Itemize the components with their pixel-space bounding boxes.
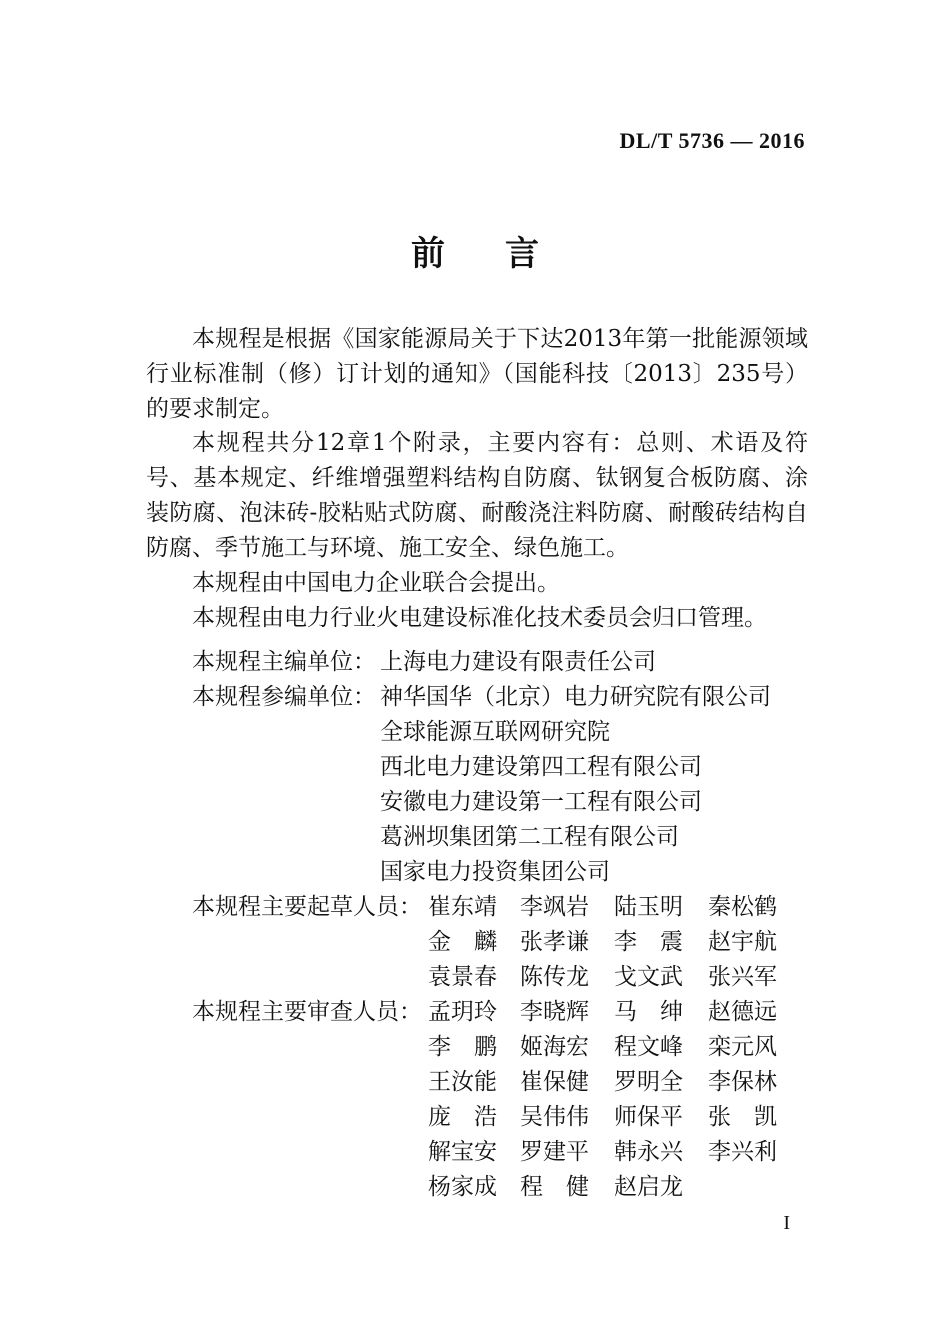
reviewer-name: 罗建平	[520, 1139, 589, 1165]
drafter-name: 秦松鹤	[708, 894, 777, 920]
reviewer-name: 王汝能	[428, 1069, 497, 1095]
reviewer-name: 张 凯	[708, 1104, 777, 1130]
paragraph-text: 本规程由电力行业火电建设标准化技术委员会归口管理。	[192, 605, 767, 631]
paragraph-text: 本规程由中国电力企业联合会提出。	[192, 570, 560, 596]
drafter-name: 戈文武	[614, 964, 683, 990]
participating-unit: 西北电力建设第四工程有限公司	[380, 754, 702, 780]
reviewer-name: 罗明全	[614, 1069, 683, 1095]
reviewer-name: 李保林	[708, 1069, 777, 1095]
reviewer-name: 孟玥玲	[428, 999, 497, 1025]
drafter-name: 赵宇航	[708, 929, 777, 955]
reviewers-label: 本规程主要审查人员：	[192, 999, 422, 1025]
participating-units-label: 本规程参编单位：	[192, 684, 376, 710]
chief-editor-value: 上海电力建设有限责任公司	[380, 649, 656, 675]
reviewer-name: 赵启龙	[614, 1174, 683, 1200]
reviewer-name: 杨家成	[428, 1174, 497, 1200]
participating-unit: 神华国华（北京）电力研究院有限公司	[380, 684, 771, 710]
drafter-name: 张兴军	[708, 964, 777, 990]
drafter-name: 陈传龙	[520, 964, 589, 990]
drafter-name: 袁景春	[428, 964, 497, 990]
reviewer-name: 程文峰	[614, 1034, 683, 1060]
reviewer-name: 吴伟伟	[520, 1104, 589, 1130]
reviewer-name: 赵德远	[708, 999, 777, 1025]
reviewer-name: 李 鹏	[428, 1034, 497, 1060]
paragraph-basis	[146, 322, 808, 427]
drafter-name: 张孝谦	[520, 929, 589, 955]
participating-unit: 国家电力投资集团公司	[380, 859, 610, 885]
reviewer-name: 姬海宏	[520, 1034, 589, 1060]
drafter-name: 金 麟	[428, 929, 497, 955]
drafter-name: 李 震	[614, 929, 683, 955]
participating-unit: 葛洲坝集团第二工程有限公司	[380, 824, 679, 850]
paragraph-proposer	[146, 566, 808, 601]
chief-editor-label: 本规程主编单位：	[192, 649, 376, 675]
participating-unit: 全球能源互联网研究院	[380, 719, 610, 745]
paragraph-text: 本规程共分12章1个附录，主要内容有：总则、术语及符号、基本规定、纤维增强塑料结构自防腐、钛钢复合板防腐、涂装防腐、泡沫砖-胶粘贴式防腐、耐酸浇注料防腐、耐酸砖结构自防腐、季节施工与环境、施工安全、绿色施工。	[146, 430, 808, 561]
drafter-name: 陆玉明	[614, 894, 683, 920]
reviewer-name: 栾元风	[708, 1034, 777, 1060]
drafter-name: 崔东靖	[428, 894, 497, 920]
reviewer-name: 解宝安	[428, 1139, 497, 1165]
reviewer-name: 崔保健	[520, 1069, 589, 1095]
reviewer-name: 李兴利	[708, 1139, 777, 1165]
reviewer-name: 李晓辉	[520, 999, 589, 1025]
reviewer-name: 庞 浩	[428, 1104, 497, 1130]
drafter-name: 李飒岩	[520, 894, 589, 920]
reviewer-name: 马 绅	[614, 999, 683, 1025]
paragraph-text: 本规程是根据《国家能源局关于下达2013年第一批能源领域行业标准制（修）订计划的通知》（国能科技〔2013〕235号）的要求制定。	[146, 326, 808, 422]
standard-code: DL/T 5736 — 2016	[619, 128, 805, 153]
reviewer-name: 程 健	[520, 1174, 589, 1200]
reviewer-name: 师保平	[614, 1104, 683, 1130]
page-number: I	[783, 1212, 790, 1234]
drafters-label: 本规程主要起草人员：	[192, 894, 422, 920]
paragraph-management	[146, 601, 808, 636]
page-title: 前言	[411, 234, 599, 274]
paragraph-contents	[146, 426, 808, 566]
participating-unit: 安徽电力建设第一工程有限公司	[380, 789, 702, 815]
reviewer-name: 韩永兴	[614, 1139, 683, 1165]
